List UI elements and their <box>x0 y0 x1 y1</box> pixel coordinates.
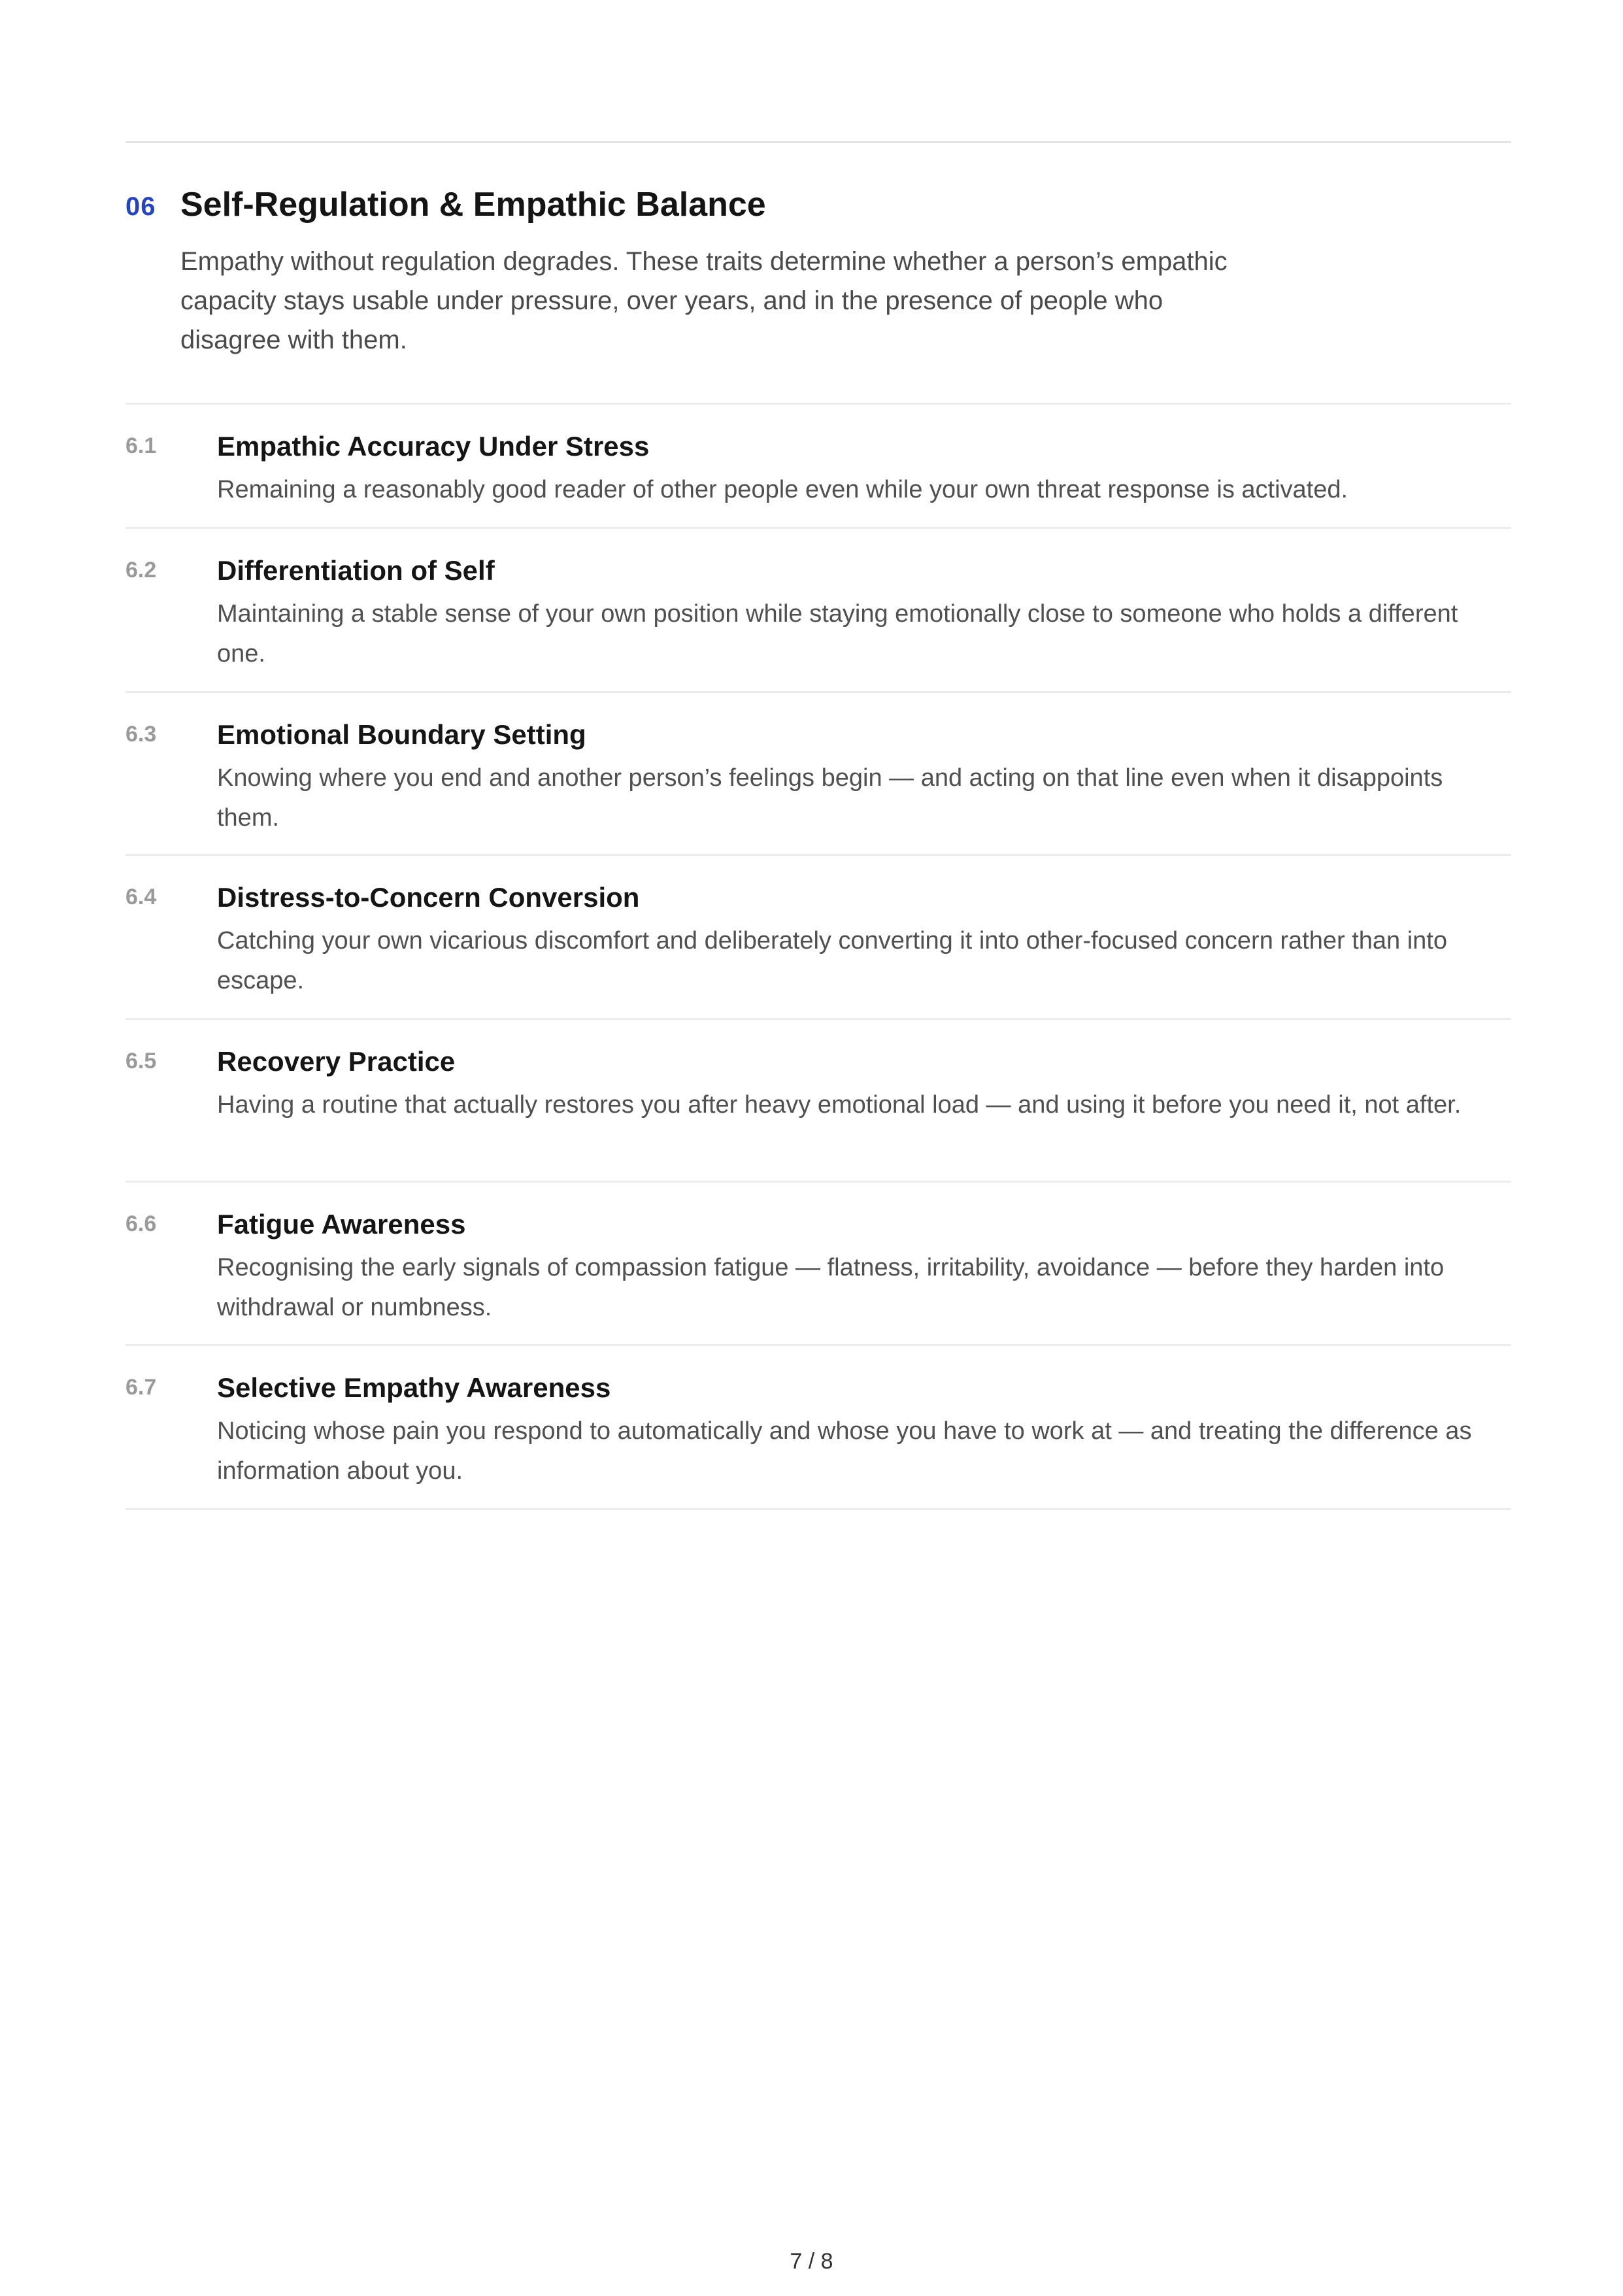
trait-description: Catching your own vicarious discomfort and deliberately converting it into other-focused concern rather than into escape. <box>217 927 1448 994</box>
page-number: 7 / 8 <box>790 2249 833 2274</box>
trait-number: 6.2 <box>125 558 157 582</box>
trait-item <box>125 691 1511 832</box>
trait-title: Differentiation of Self <box>217 555 495 586</box>
trait-description: Maintaining a stable sense of your own position while staying emotionally close to someone who holds a different one. <box>217 600 1458 667</box>
bottom-divider <box>125 1508 1511 1510</box>
trait-item <box>125 1018 1511 1119</box>
top-divider <box>125 141 1511 143</box>
trait-item <box>125 854 1511 994</box>
trait-description: Remaining a reasonably good reader of other people even while your own threat response is activated. <box>217 476 1348 503</box>
trait-description: Noticing whose pain you respond to automatically and whose you have to work at — and treating the difference as information about you. <box>217 1417 1472 1485</box>
trait-number: 6.3 <box>125 722 157 747</box>
trait-title: Distress-to-Concern Conversion <box>217 882 640 913</box>
trait-number: 6.1 <box>125 433 157 458</box>
trait-description: Having a routine that actually restores you after heavy emotional load — and using it before you need it, not after. <box>217 1091 1462 1119</box>
trait-number: 6.7 <box>125 1375 157 1400</box>
trait-description: Knowing where you end and another person’s feelings begin — and acting on that line even when it disappoints them. <box>217 764 1443 832</box>
section-intro: Empathy without regulation degrades. These traits determine whether a person’s empathic capacity stays usable under pressure, over years, and in the presence of people who disagree with them. <box>180 247 1228 354</box>
trait-number: 6.6 <box>125 1211 157 1236</box>
trait-title: Emotional Boundary Setting <box>217 719 586 750</box>
trait-item <box>125 1344 1511 1485</box>
trait-description: Recognising the early signals of compassion fatigue — flatness, irritability, avoidance — before they harden into withdrawal or numbness. <box>217 1254 1445 1321</box>
trait-title: Selective Empathy Awareness <box>217 1372 611 1403</box>
trait-number: 6.5 <box>125 1049 157 1073</box>
trait-title: Empathic Accuracy Under Stress <box>217 431 650 462</box>
trait-title: Recovery Practice <box>217 1046 456 1077</box>
trait-title: Fatigue Awareness <box>217 1209 466 1240</box>
trait-item <box>125 527 1511 667</box>
trait-number: 6.4 <box>125 885 157 909</box>
section-number: 06 <box>125 192 156 221</box>
section-title: Self-Regulation & Empathic Balance <box>180 186 766 224</box>
trait-item <box>125 403 1511 503</box>
trait-item <box>125 1181 1511 1321</box>
